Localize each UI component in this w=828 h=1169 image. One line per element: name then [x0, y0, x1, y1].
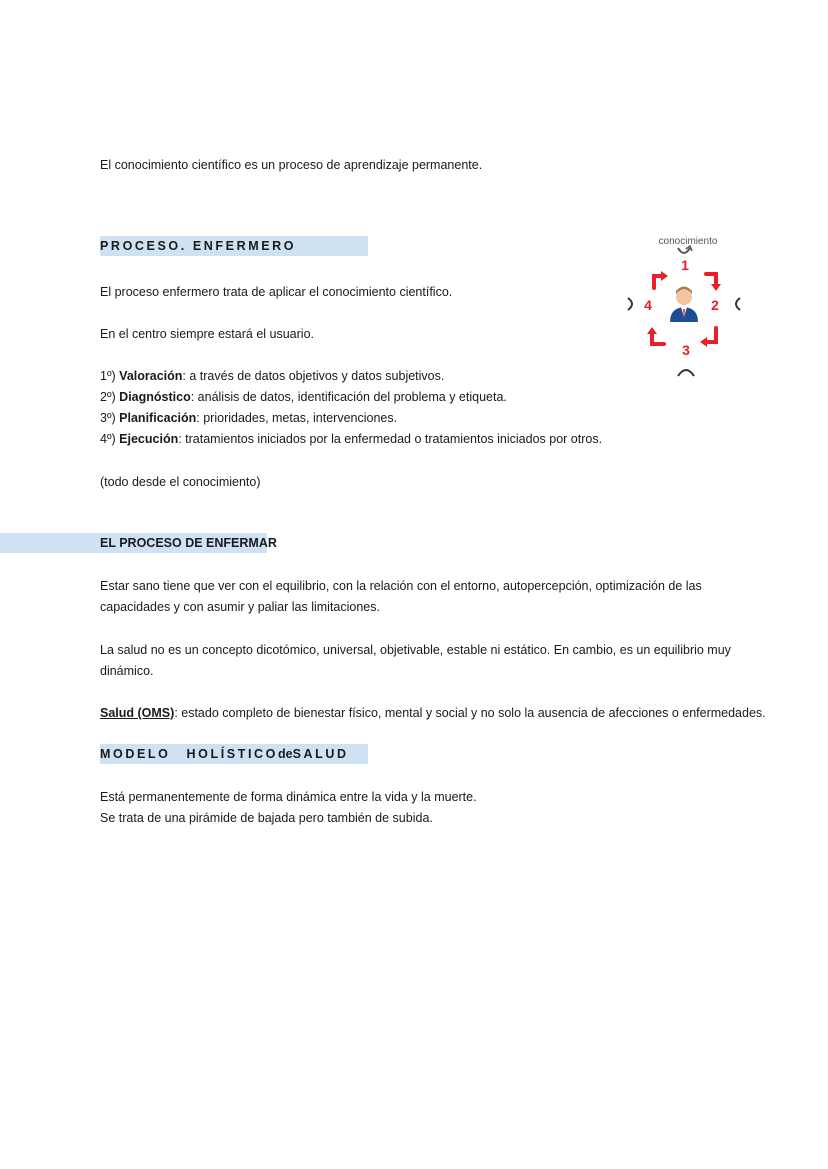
curved-arrow-bottom-icon	[678, 370, 694, 376]
paragraph: La salud no es un concepto dicotómico, universal, objetivable, estable ni estático. En cambio, es un equilibrio muy dinámico.	[100, 643, 731, 678]
heading-text: PROCESO. ENFERMERO	[100, 239, 297, 253]
curved-arrow-top-icon	[678, 248, 690, 253]
paragraph: Estar sano tiene que ver con el equilibrio, con la relación con el entorno, autopercepción, optimización de las capacidades y con asumir y paliar las limitaciones.	[100, 579, 702, 614]
cycle-number-1: 1	[681, 257, 689, 273]
paragraph: Está permanentemente de forma dinámica entre la vida y la muerte.	[100, 790, 477, 804]
diagram-label: conocimiento	[658, 236, 718, 247]
paragraph: En el centro siempre estará el usuario.	[100, 327, 314, 341]
cycle-svg	[614, 228, 754, 388]
paragraph: Se trata de una pirámide de bajada pero también de subida.	[100, 811, 433, 825]
cycle-number-2: 2	[711, 297, 719, 313]
step-2: 2º) Diagnóstico: análisis de datos, identificación del problema y etiqueta.	[100, 390, 507, 404]
step-3: 3º) Planificación: prioridades, metas, intervenciones.	[100, 411, 398, 425]
note-text: (todo desde el conocimiento)	[100, 475, 261, 489]
cycle-number-4: 4	[644, 297, 652, 313]
curved-arrow-left-icon	[628, 298, 632, 310]
heading-text: EL PROCESO DE ENFERMAR	[100, 536, 277, 550]
section-heading-proceso-enfermero	[100, 236, 368, 256]
intro-text: El conocimiento científico es un proceso de aprendizaje permanente.	[100, 158, 483, 172]
section-heading-proceso-enfermar	[0, 533, 277, 553]
curved-arrow-right-icon	[736, 298, 740, 310]
section-heading-modelo-holistico: MODELO HOLÍSTICOdeSALUD	[100, 744, 368, 764]
step-4: 4º) Ejecución: tratamientos iniciados por la enfermedad o tratamientos iniciados por otros.	[100, 432, 603, 446]
paragraph: El proceso enfermero trata de aplicar el conocimiento científico.	[100, 285, 453, 299]
step-1: 1º) Valoración: a través de datos objetivos y datos subjetivos.	[100, 369, 445, 383]
who-definition: Salud (OMS): estado completo de bienestar físico, mental y social y no solo la ausencia de afecciones o enfermedades.	[100, 706, 766, 720]
nursing-process-cycle-diagram	[614, 228, 754, 388]
user-person-icon	[670, 287, 698, 323]
cycle-number-3: 3	[682, 342, 690, 358]
